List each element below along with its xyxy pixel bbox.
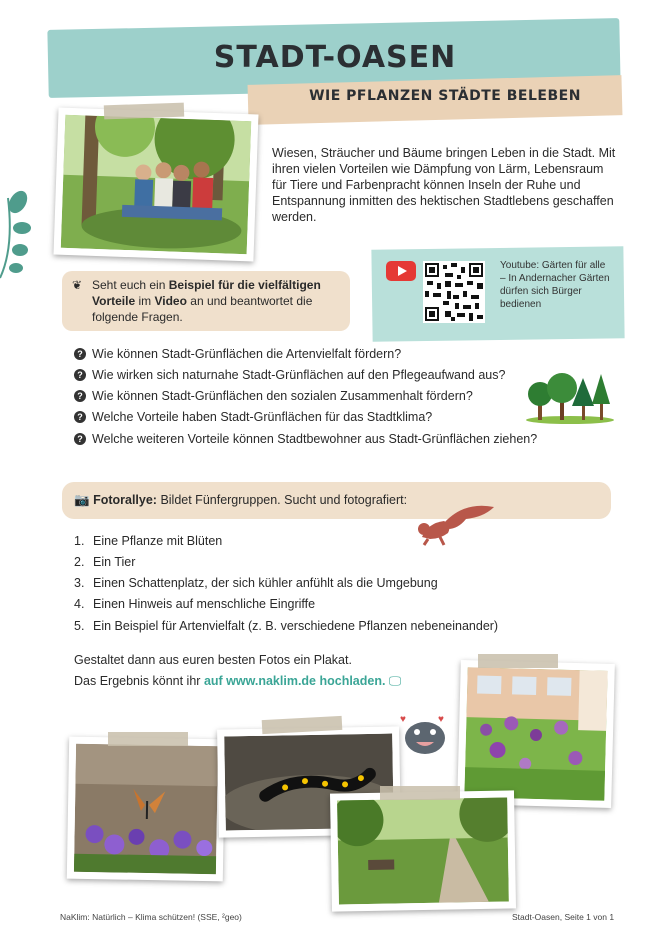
tape-strip xyxy=(478,654,558,668)
mole-illustration xyxy=(398,710,452,756)
page-subtitle: WIE PFLANZEN STÄDTE BELEBEN xyxy=(309,88,581,104)
photo-butterfly xyxy=(67,737,225,882)
upload-link[interactable]: auf www.naklim.de hochladen. xyxy=(203,674,386,688)
svg-text:♥: ♥ xyxy=(400,714,406,725)
list-item: 4. Einen Hinweis auf menschliche Eingriffe xyxy=(74,597,316,611)
camera-icon: 📷 xyxy=(74,493,90,507)
list-item: 2. Ein Tier xyxy=(74,555,136,569)
question-item: ? Wie wirken sich naturnahe Stadt-Grünflächen auf den Pflegeaufwand aus? xyxy=(74,368,505,382)
plant-icon: ❦ xyxy=(72,278,83,292)
leaf-branch-decoration xyxy=(0,188,34,284)
photo-people-in-park xyxy=(53,108,258,262)
youtube-icon[interactable] xyxy=(386,261,416,281)
list-item: 5. Ein Beispiel für Artenvielfalt (z. B. verschiedene Pflanzen nebeneinander) xyxy=(74,619,499,633)
question-item: ? Welche Vorteile haben Stadt-Grünflächen für das Stadtklima? xyxy=(74,410,432,424)
fotorallye-instruction: 📷 Fotorallye: Bildet Fünfergruppen. Sucht und fotografiert: xyxy=(74,493,408,507)
question-item: ? Welche weiteren Vorteile können Stadtbewohner aus Stadt-Grünflächen ziehen? xyxy=(74,432,537,446)
list-item: 1. Eine Pflanze mit Blüten xyxy=(74,534,223,548)
question-icon: ? xyxy=(74,433,86,445)
question-item: ? Wie können Stadt-Grünflächen die Artenvielfalt fördern? xyxy=(74,347,401,361)
trees-illustration xyxy=(524,370,616,424)
svg-text:♥: ♥ xyxy=(438,714,444,725)
video-task-callout: ❦ Seht euch ein Beispiel für die vielfältigen Vorteile im Video an und beantwortet die folgende Fragen. xyxy=(62,271,350,331)
closing-line-2: Das Ergebnis könnt ihr auf www.naklim.de hochladen. 🖵 xyxy=(74,674,401,688)
question-item: ? Wie können Stadt-Grünflächen den sozialen Zusammenhalt fördern? xyxy=(74,389,473,403)
page-title: STADT-OASEN xyxy=(213,40,457,75)
footer-left: NaKlim: Natürlich – Klima schützen! (SSE, ²geo) xyxy=(60,912,242,922)
question-icon: ? xyxy=(74,390,86,402)
photo-green-path xyxy=(330,790,516,911)
monitor-icon: 🖵 xyxy=(388,674,401,688)
closing-line-1: Gestaltet dann aus euren besten Fotos ein Plakat. xyxy=(74,653,352,667)
footer-right: Stadt-Oasen, Seite 1 von 1 xyxy=(512,912,615,922)
question-icon: ? xyxy=(74,348,86,360)
list-item: 3. Einen Schattenplatz, der sich kühler anfühlt als die Umgebung xyxy=(74,576,438,590)
intro-paragraph: Wiesen, Sträucher und Bäume bringen Leben in die Stadt. Mit ihren vielen Vorteilen wie Dämpfung von Lärm, Lebensraum für Tiere und Farbenpracht können Inseln der Ruhe und Entspannung inmitten des hektischen Stadtlebens geschaffen werden. xyxy=(272,146,616,224)
tape-strip xyxy=(108,732,188,746)
tape-strip xyxy=(104,103,184,120)
question-icon: ? xyxy=(74,369,86,381)
question-icon: ? xyxy=(74,411,86,423)
photo-allium-flowers-building xyxy=(457,660,615,808)
qr-code[interactable] xyxy=(423,261,485,323)
squirrel-illustration xyxy=(414,499,498,547)
video-caption: Youtube: Gärten für alle – In Andernacher Gärten dürfen sich Bürger bedienen xyxy=(500,260,610,310)
tape-strip xyxy=(380,786,460,800)
